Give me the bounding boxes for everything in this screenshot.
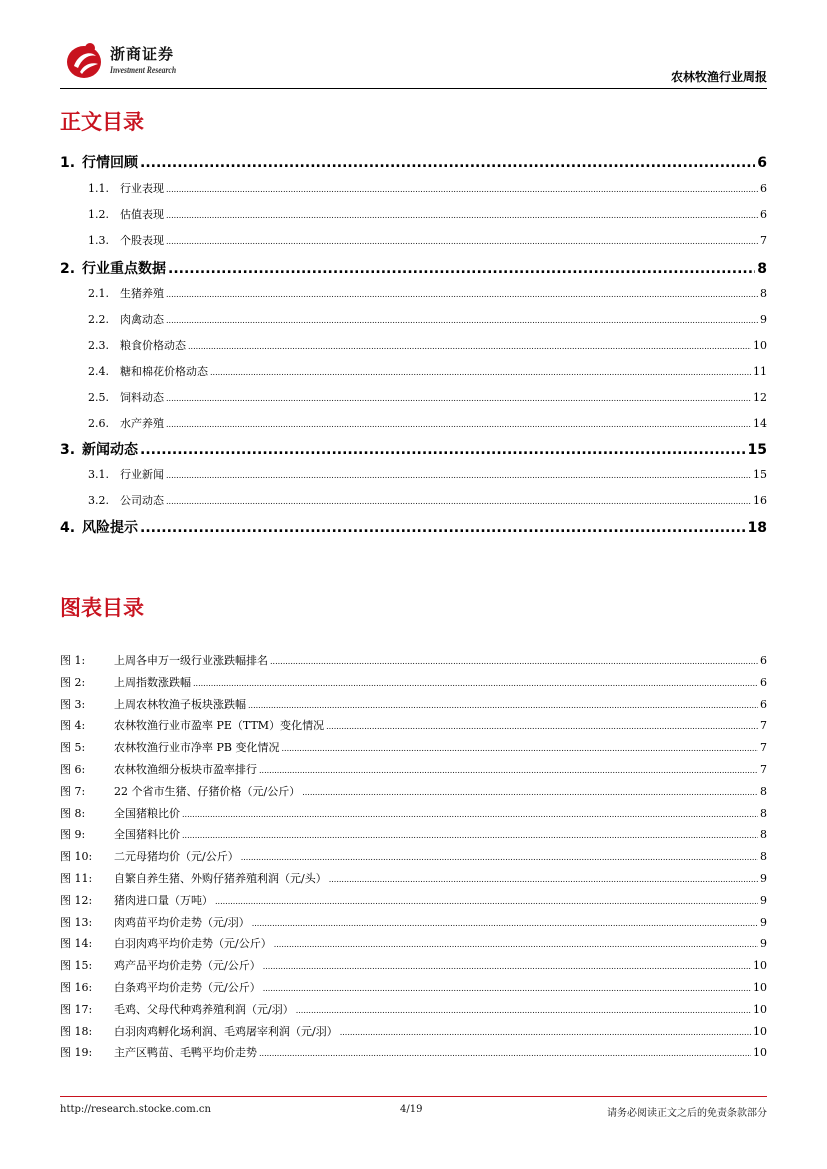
entry-label: 上周各申万一级行业涨跌幅排名 (114, 654, 268, 667)
dot-leader (326, 722, 758, 731)
entry-page-number: 9 (760, 872, 767, 885)
toc-entry[interactable] (60, 415, 767, 431)
entry-label: 上周农林牧渔子板块涨跌幅 (114, 698, 246, 711)
entry-number: 1.2. (88, 208, 109, 221)
entry-label: 猪肉进口量（万吨） (114, 894, 213, 907)
figure-entry[interactable] (60, 848, 767, 864)
entry-page-number: 7 (760, 719, 767, 732)
entry-page-number: 9 (760, 313, 767, 326)
dot-leader (166, 316, 758, 325)
figures-title: 图表目录 (60, 596, 144, 620)
entry-number: 图 10: (60, 850, 93, 863)
dot-leader (140, 155, 755, 171)
entry-label: 白羽肉鸡平均价走势（元/公斤） (114, 937, 272, 950)
figure-entry[interactable] (60, 805, 767, 821)
entry-page-number: 8 (760, 807, 767, 820)
entry-number: 图 15: (60, 959, 93, 972)
entry-number: 2. (60, 261, 76, 277)
entry-page-number: 10 (753, 1025, 767, 1038)
entry-label: 自繁自养生猪、外购仔猪养殖利润（元/头） (114, 872, 327, 885)
figure-entry[interactable] (60, 1001, 767, 1017)
toc-entry[interactable] (60, 206, 767, 222)
figure-entry[interactable] (60, 783, 767, 799)
entry-page-number: 12 (753, 391, 767, 404)
figure-entry[interactable] (60, 892, 767, 908)
entry-number: 图 18: (60, 1025, 93, 1038)
entry-page-number: 9 (760, 894, 767, 907)
entry-label: 二元母猪均价（元/公斤） (114, 850, 239, 863)
dot-leader (166, 290, 758, 299)
dot-leader (340, 1028, 751, 1037)
entry-label: 公司动态 (120, 494, 164, 507)
toc-entry[interactable] (60, 311, 767, 327)
entry-label: 肉禽动态 (120, 313, 164, 326)
dot-leader (140, 442, 746, 458)
toc-entry[interactable] (60, 337, 767, 353)
entry-number: 3.1. (88, 468, 109, 481)
entry-page-number: 18 (747, 520, 767, 536)
dot-leader (210, 368, 751, 377)
dot-leader (182, 810, 758, 819)
entry-page-number: 7 (760, 741, 767, 754)
footer-disclaimer: 请务必阅读正文之后的免责条款部分 (607, 1108, 767, 1119)
dot-leader (263, 984, 751, 993)
toc-entry[interactable] (60, 180, 767, 196)
dot-leader (166, 497, 751, 506)
entry-label: 全国猪料比价 (114, 828, 180, 841)
entry-page-number: 6 (760, 182, 767, 195)
entry-number: 图 8: (60, 807, 86, 820)
entry-page-number: 6 (757, 155, 767, 171)
dot-leader (259, 1049, 751, 1058)
dot-leader (140, 520, 746, 536)
entry-page-number: 6 (760, 698, 767, 711)
dot-leader (274, 940, 758, 949)
entry-label: 估值表现 (120, 208, 164, 221)
entry-number: 2.4. (88, 365, 109, 378)
figure-entry[interactable] (60, 979, 767, 995)
entry-number: 图 11: (60, 872, 93, 885)
entry-label: 白羽肉鸡孵化场利润、毛鸡屠宰利润（元/羽） (114, 1025, 338, 1038)
entry-label: 粮食价格动态 (120, 339, 186, 352)
entry-page-number: 8 (760, 828, 767, 841)
entry-number: 图 9: (60, 828, 86, 841)
entry-number: 图 7: (60, 785, 86, 798)
page-header (60, 38, 767, 88)
dot-leader (263, 962, 751, 971)
figure-entry[interactable] (60, 826, 767, 842)
entry-number: 2.3. (88, 339, 109, 352)
toc-title: 正文目录 (60, 110, 144, 134)
entry-number: 2.2. (88, 313, 109, 326)
entry-label: 上周指数涨跌幅 (114, 676, 191, 689)
dot-leader (182, 831, 758, 840)
dot-leader (296, 1006, 751, 1015)
entry-label: 水产养殖 (120, 417, 164, 430)
figure-entry[interactable] (60, 935, 767, 951)
dot-leader (302, 788, 758, 797)
dot-leader (270, 657, 758, 666)
entry-label: 糖和棉花价格动态 (120, 365, 208, 378)
entry-page-number: 14 (753, 417, 767, 430)
figure-entry[interactable] (60, 870, 767, 886)
entry-number: 图 2: (60, 676, 86, 689)
company-name-en: Investment Research (110, 65, 177, 75)
entry-label: 肉鸡苗平均价走势（元/羽） (114, 916, 250, 929)
entry-label: 饲料动态 (120, 391, 164, 404)
figure-entry[interactable] (60, 914, 767, 930)
entry-number: 2.6. (88, 417, 109, 430)
entry-page-number: 8 (757, 261, 767, 277)
figure-entry[interactable] (60, 761, 767, 777)
entry-page-number: 6 (760, 208, 767, 221)
entry-number: 1.1. (88, 182, 109, 195)
entry-page-number: 10 (753, 959, 767, 972)
dot-leader (193, 679, 758, 688)
dot-leader (281, 744, 758, 753)
entry-number: 图 17: (60, 1003, 93, 1016)
dot-leader (252, 919, 758, 928)
entry-label: 农林牧渔行业市盈率 PE（TTM）变化情况 (114, 719, 325, 732)
entry-label: 农林牧渔行业市净率 PB 变化情况 (114, 741, 280, 754)
entry-page-number: 10 (753, 1046, 767, 1059)
figure-entry[interactable] (60, 957, 767, 973)
entry-number: 图 14: (60, 937, 93, 950)
entry-label: 鸡产品平均价走势（元/公斤） (114, 959, 261, 972)
entry-number: 1. (60, 155, 76, 171)
toc-entry[interactable] (60, 258, 767, 278)
figure-entry[interactable] (60, 739, 767, 755)
toc-entry[interactable] (60, 285, 767, 301)
dot-leader (188, 342, 751, 351)
dot-leader (215, 897, 758, 906)
dot-leader (166, 471, 751, 480)
entry-label: 行业重点数据 (82, 261, 166, 277)
figure-entry[interactable] (60, 1023, 767, 1039)
entry-number: 图 5: (60, 741, 86, 754)
entry-number: 图 16: (60, 981, 93, 994)
dot-leader (166, 211, 758, 220)
entry-label: 行情回顾 (82, 155, 138, 171)
entry-number: 图 12: (60, 894, 93, 907)
entry-page-number: 15 (753, 468, 767, 481)
entry-number: 2.5. (88, 391, 109, 404)
header-divider (60, 88, 767, 89)
entry-page-number: 10 (753, 981, 767, 994)
dot-leader (168, 261, 755, 277)
entry-label: 主产区鸭苗、毛鸭平均价走势 (114, 1046, 257, 1059)
dot-leader (166, 237, 758, 246)
toc-entry[interactable] (60, 492, 767, 508)
entry-number: 图 1: (60, 654, 86, 667)
figure-entry[interactable] (60, 717, 767, 733)
entry-number: 图 6: (60, 763, 86, 776)
footer-divider (60, 1096, 767, 1097)
entry-page-number: 16 (753, 494, 767, 507)
entry-label: 行业表现 (120, 182, 164, 195)
toc-entry[interactable] (60, 466, 767, 482)
dot-leader (248, 701, 758, 710)
entry-page-number: 10 (753, 339, 767, 352)
entry-page-number: 8 (760, 785, 767, 798)
entry-number: 2.1. (88, 287, 109, 300)
entry-label: 新闻动态 (82, 442, 138, 458)
entry-page-number: 7 (760, 763, 767, 776)
dot-leader (166, 420, 751, 429)
entry-label: 行业新闻 (120, 468, 164, 481)
dot-leader (166, 394, 751, 403)
entry-number: 图 19: (60, 1046, 93, 1059)
entry-page-number: 8 (760, 287, 767, 300)
entry-label: 22 个省市生猪、仔猪价格（元/公斤） (114, 785, 301, 798)
dot-leader (329, 875, 758, 884)
entry-number: 3.2. (88, 494, 109, 507)
entry-number: 1.3. (88, 234, 109, 247)
company-name-cn: 浙商证券 (110, 45, 175, 63)
entry-label: 全国猪粮比价 (114, 807, 180, 820)
dot-leader (166, 185, 758, 194)
toc-entry[interactable] (60, 439, 767, 459)
entry-number: 图 13: (60, 916, 93, 929)
company-logo-icon (66, 40, 104, 80)
entry-page-number: 8 (760, 850, 767, 863)
figure-entry[interactable] (60, 652, 767, 668)
toc-entry[interactable] (60, 517, 767, 537)
entry-page-number: 6 (760, 654, 767, 667)
entry-page-number: 9 (760, 916, 767, 929)
footer-url[interactable]: http://research.stocke.com.cn (60, 1104, 211, 1115)
footer-page-number: 4/19 (400, 1104, 423, 1115)
figure-entry[interactable] (60, 1044, 767, 1060)
toc-entry[interactable] (60, 232, 767, 248)
entry-page-number: 9 (760, 937, 767, 950)
entry-label: 个股表现 (120, 234, 164, 247)
dot-leader (259, 766, 758, 775)
entry-page-number: 7 (760, 234, 767, 247)
entry-number: 3. (60, 442, 76, 458)
entry-number: 4. (60, 520, 76, 536)
entry-label: 农林牧渔细分板块市盈率排行 (114, 763, 257, 776)
entry-page-number: 10 (753, 1003, 767, 1016)
toc-entry[interactable] (60, 152, 767, 172)
toc-entry[interactable] (60, 389, 767, 405)
toc-entry[interactable] (60, 363, 767, 379)
entry-page-number: 11 (753, 365, 767, 378)
entry-label: 风险提示 (82, 520, 138, 536)
entry-page-number: 6 (760, 676, 767, 689)
entry-number: 图 3: (60, 698, 86, 711)
entry-label: 白条鸡平均价走势（元/公斤） (114, 981, 261, 994)
entry-label: 生猪养殖 (120, 287, 164, 300)
entry-number: 图 4: (60, 719, 86, 732)
entry-label: 毛鸡、父母代种鸡养殖利润（元/羽） (114, 1003, 294, 1016)
figure-entry[interactable] (60, 696, 767, 712)
dot-leader (241, 853, 758, 862)
entry-page-number: 15 (747, 442, 767, 458)
figure-entry[interactable] (60, 674, 767, 690)
report-name: 农林牧渔行业周报 (670, 70, 767, 84)
company-name (110, 43, 188, 75)
